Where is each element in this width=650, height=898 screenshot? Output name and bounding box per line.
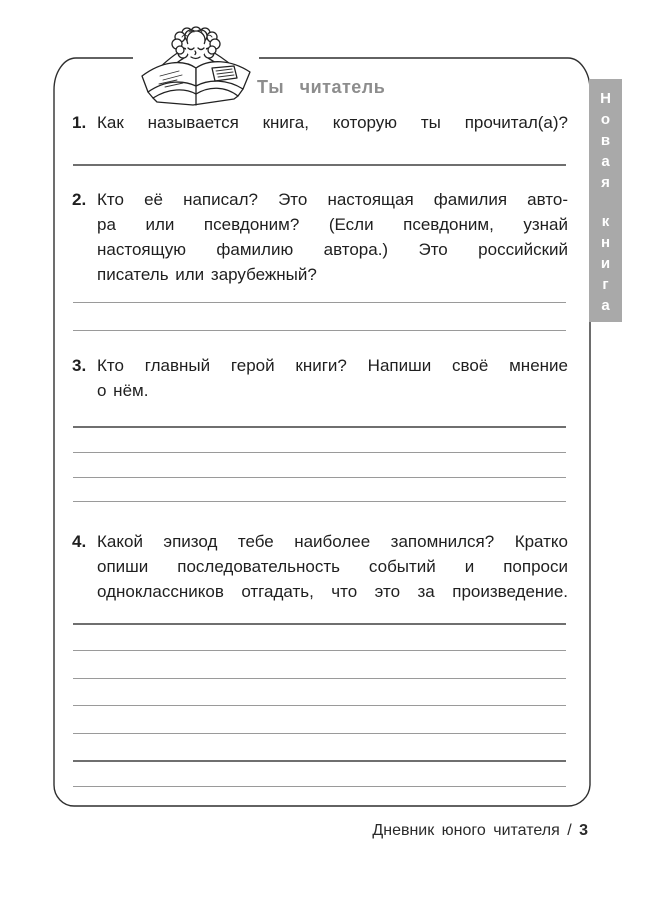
answer-line: [73, 477, 566, 478]
answer-line: [73, 452, 566, 453]
tab-letter: я: [601, 174, 610, 191]
question-text-line: о нём.: [97, 381, 149, 400]
page-number: 3: [579, 822, 588, 839]
page-footer: [372, 822, 588, 840]
new-book-tab: [589, 79, 622, 322]
answer-line: [73, 786, 566, 787]
answer-line: [73, 302, 566, 303]
tab-letter: н: [600, 234, 611, 251]
question-text-line: писатель или зарубежный?: [97, 265, 317, 284]
question-text-line: настоящую фамилию автора.) Это российский: [97, 240, 568, 259]
question-text-line: Кто её написал? Это настоящая фамилия авто-: [97, 190, 568, 209]
question-text-line: опиши последовательность событий и попроси: [97, 557, 568, 576]
question-text-line: Как называется книга, которую ты прочитал(а)?: [97, 113, 568, 132]
question-text-line: Какой эпизод тебе наиболее запомнился? Кратко: [97, 532, 568, 551]
answer-line: [73, 426, 566, 428]
question-3-text: [97, 353, 568, 403]
footer-text: Дневник юного читателя: [372, 822, 560, 839]
answer-line: [73, 650, 566, 651]
question-1: [72, 110, 570, 135]
tab-letter: г: [602, 276, 609, 293]
answer-line: [73, 164, 566, 166]
question-2-text: [97, 187, 568, 287]
question-4-text: [97, 529, 568, 604]
tab-letter: и: [600, 255, 611, 272]
footer-separator: /: [567, 822, 572, 839]
tab-letter: а: [601, 153, 610, 170]
answer-line: [73, 330, 566, 331]
question-2: [72, 187, 570, 287]
question-2-number: 2.: [72, 190, 87, 209]
tab-letter: к: [601, 213, 610, 230]
question-3: [72, 353, 570, 403]
answer-line: [73, 623, 566, 625]
question-3-number: 3.: [72, 356, 87, 375]
tab-letter: Н: [600, 90, 611, 107]
question-4-number: 4.: [72, 532, 87, 551]
page-title: Ты читатель: [257, 77, 386, 97]
question-text-line: ра или псевдоним? (Если псевдоним, узнай: [97, 215, 568, 234]
question-1-text: [97, 110, 568, 135]
tab-letter: в: [600, 132, 611, 149]
question-1-number: 1.: [72, 113, 87, 132]
answer-line: [73, 678, 566, 679]
answer-line: [73, 733, 566, 734]
question-4: [72, 529, 570, 604]
answer-line: [73, 501, 566, 502]
question-text-line: Кто главный герой книги? Напиши своё мнение: [97, 356, 568, 375]
question-text-line: одноклассников отгадать, что это за произведение.: [97, 582, 568, 601]
tab-letter: а: [601, 297, 610, 314]
child-reading-icon: [133, 26, 259, 108]
child-reading-illustration: [133, 26, 259, 108]
answer-line: [73, 705, 566, 706]
tab-letter: о: [600, 111, 611, 128]
answer-line: [73, 760, 566, 762]
